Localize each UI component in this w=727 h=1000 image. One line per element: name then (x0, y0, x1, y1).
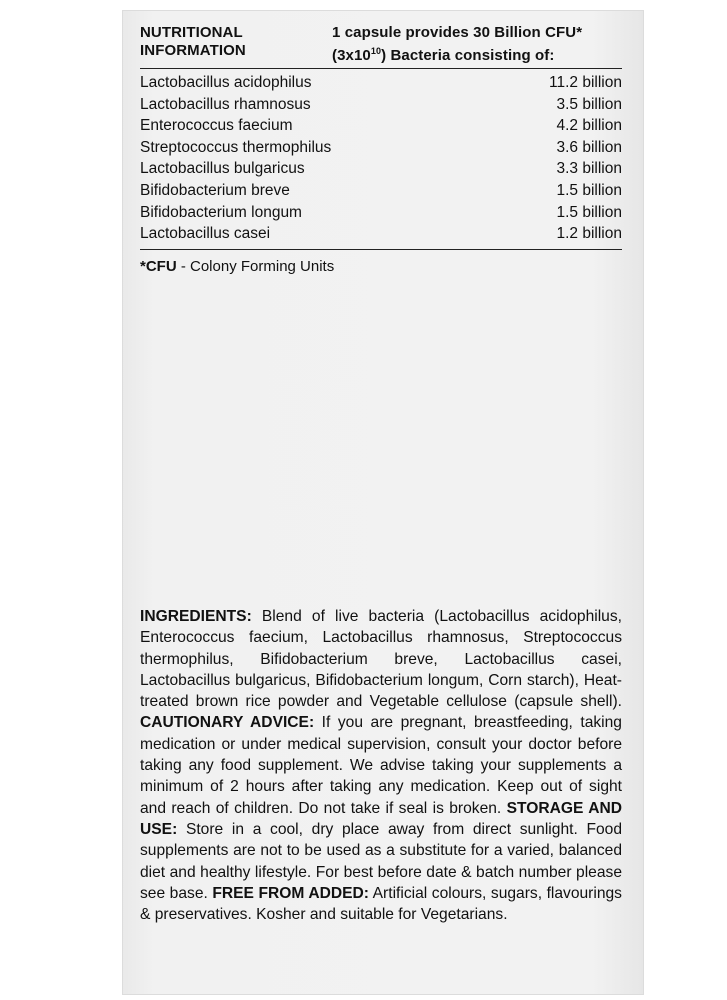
strain-name: Bifidobacterium breve (140, 181, 290, 199)
strain-name: Lactobacillus casei (140, 225, 271, 243)
free-from-text: Artificial colours, sugars, flavourings & preservatives. Kosher and suitable for Vegetarians. (140, 884, 622, 924)
strain-name: Lactobacillus acidophilus (140, 74, 312, 91)
strain-name: Lactobacillus bulgaricus (140, 160, 305, 178)
serving-line1: 1 capsule provides 30 Billion CFU* (332, 24, 583, 41)
strain-name: Bifidobacterium longum (140, 203, 302, 221)
storage-text: Store in a cool, dry place away from direct sunlight. Food supplements are not to be used as a substitute for a varied, balanced diet and healthy lifestyle. For best before date & batch number please see base. (140, 820, 622, 902)
caution-text: If you are pregnant, breastfeeding, taking medication or under medical supervision, consult your doctor before taking any food supplement. We advise taking your supplements a minimum of 2 hours after taking any medication. Keep out of sight and reach of children. Do not take if seal is broken. (140, 714, 622, 817)
strain-amount: 1.5 billion (556, 203, 622, 221)
nutrition-heading (140, 24, 320, 65)
product-box-panel (122, 10, 644, 995)
serving-description (332, 24, 622, 65)
table-row (140, 94, 622, 116)
strain-amount: 4.2 billion (556, 117, 622, 135)
cfu-base: (3x10 (332, 47, 371, 64)
free-from-label: FREE FROM ADDED: (212, 884, 369, 902)
table-row (140, 115, 622, 137)
strain-name: Enterococcus faecium (140, 117, 293, 135)
table-row (140, 180, 622, 202)
strain-amount: 3.3 billion (556, 160, 622, 178)
footnote-text: - Colony Forming Units (176, 257, 335, 275)
table-row (140, 137, 622, 159)
storage-label: STORAGE AND USE: (140, 799, 622, 838)
table-row (140, 223, 622, 245)
nutrition-heading-line2: INFORMATION (140, 42, 246, 59)
table-row (140, 72, 622, 94)
bacteria-list (140, 69, 622, 250)
nutrition-heading-line1: NUTRITIONAL (140, 24, 243, 41)
footnote-key: *CFU (140, 257, 177, 275)
serving-line2 (332, 42, 622, 65)
ingredients-label: INGREDIENTS: (140, 608, 252, 625)
strain-amount: 11.2 billion (549, 74, 622, 91)
strain-name: Streptococcus thermophilus (140, 138, 332, 156)
ingredients-paragraph (140, 606, 622, 925)
table-row (140, 202, 622, 224)
nutrition-header (140, 24, 622, 69)
strain-amount: 3.5 billion (556, 95, 622, 113)
strain-amount: 3.6 billion (556, 138, 622, 156)
cfu-exponent: 10 (370, 46, 382, 56)
caution-label: CAUTIONARY ADVICE: (140, 714, 315, 732)
strain-name: Lactobacillus rhamnosus (140, 95, 311, 113)
serving-suffix: ) Bacteria consisting of: (381, 47, 555, 64)
strain-amount: 1.2 billion (556, 225, 622, 243)
table-row (140, 158, 622, 180)
ingredients-text: Blend of live bacteria (Lactobacillus acidophilus, Enterococcus faecium, Lactobacillus rhamnosus, Streptococcus thermophilus, Bifidobacterium breve, Lactobacillus casei, Lactobacillus bulgaricus, Bifidobacterium longum, Corn starch), Heat-treated brown rice powder and Vegetable cellulose (capsule shell). (140, 608, 622, 711)
strain-amount: 1.5 billion (556, 181, 622, 199)
nutrition-table (140, 24, 622, 275)
cfu-footnote (140, 258, 622, 275)
